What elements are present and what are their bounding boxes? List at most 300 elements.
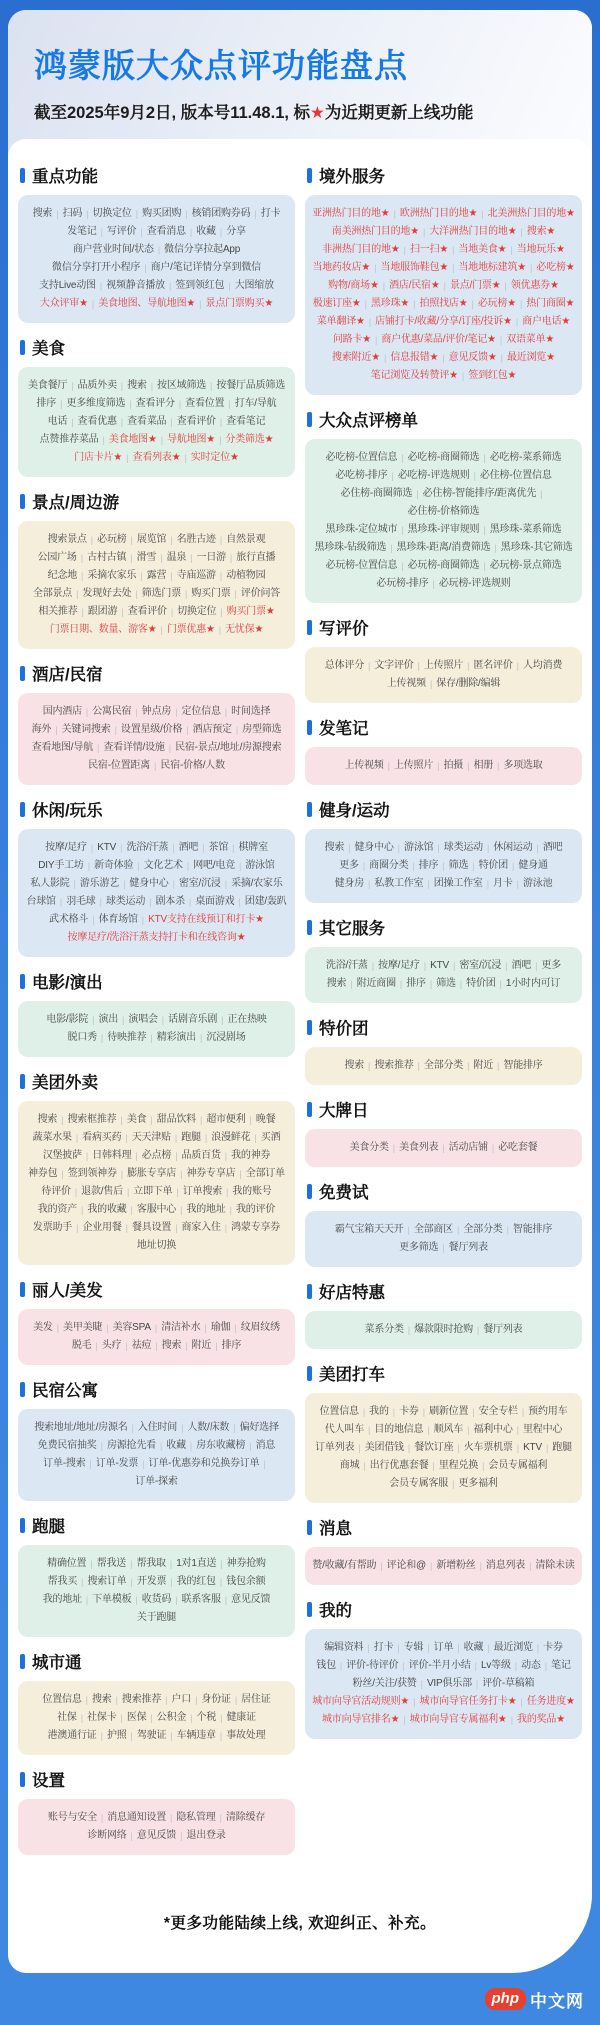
separator: | — [204, 1133, 208, 1143]
separator: | — [85, 1151, 89, 1161]
feature-tag: 清除缓存 — [225, 1812, 266, 1823]
feature-tag: 美团借钱 — [364, 1442, 404, 1453]
feature-tag: 我的评价 — [235, 1204, 276, 1215]
separator: | — [472, 861, 475, 871]
separator: | — [157, 245, 161, 255]
separator: | — [99, 281, 103, 291]
feature-tag: 旅行直播 — [236, 552, 276, 563]
separator: | — [85, 1595, 89, 1605]
section-title-label: 丽人/美发 — [32, 1282, 103, 1300]
feature-tag: 房东收藏榜 — [196, 1440, 246, 1451]
feature-tag: 景点门票购买★ — [205, 298, 274, 309]
separator: | — [233, 1423, 236, 1433]
separator: | — [429, 979, 433, 989]
feature-tag: 民宿-位置距离 — [88, 760, 151, 771]
title-bar-icon — [307, 168, 312, 183]
feature-tag: 拍摄 — [443, 760, 464, 771]
feature-tag: 查看评价 — [176, 416, 216, 427]
feature-tag: 按餐厅品质筛选 — [216, 380, 285, 391]
feature-tag: 电影/影院 — [46, 1014, 89, 1025]
section-title — [307, 407, 580, 431]
separator: | — [141, 915, 145, 925]
feature-tag: 球类运动 — [443, 842, 483, 853]
feature-box — [305, 1311, 582, 1349]
separator: | — [100, 1033, 104, 1043]
feature-tag: 钱包 — [316, 1660, 336, 1671]
feature-row — [24, 223, 289, 241]
separator: | — [61, 1169, 64, 1179]
feature-tag: 免费民宿抽奖 — [37, 1440, 97, 1451]
feature-row — [24, 1827, 289, 1845]
separator: | — [510, 245, 513, 255]
php-cn-logo — [485, 1987, 585, 2012]
separator: | — [529, 1561, 532, 1571]
feature-tag: 评论和@ — [386, 1560, 427, 1571]
feature-tag: 正在热映 — [227, 1014, 267, 1025]
feature-tag: 点赞推荐菜品 — [39, 434, 99, 445]
separator: | — [175, 1223, 178, 1233]
separator: | — [131, 1423, 134, 1433]
feature-tag: 购买门票 — [191, 588, 231, 599]
feature-box — [18, 195, 295, 323]
separator: | — [106, 1323, 109, 1333]
feature-tag: 帮我取 — [136, 1558, 166, 1569]
feature-box — [305, 1547, 582, 1585]
separator: | — [161, 1015, 165, 1025]
separator: | — [219, 1813, 222, 1823]
feature-tag: 1对1直送 — [176, 1558, 217, 1569]
separator: | — [155, 1341, 158, 1351]
feature-box — [18, 1545, 295, 1637]
feature-row — [24, 1337, 289, 1355]
feature-section — [18, 1069, 295, 1265]
separator: | — [516, 879, 519, 889]
feature-tag: 搜索 — [37, 1114, 58, 1125]
feature-section — [305, 1597, 582, 1739]
separator: | — [199, 1033, 203, 1043]
section-title-label: 重点功能 — [32, 168, 98, 186]
feature-tag: 亚洲热门目的地★ — [312, 208, 390, 219]
separator: | — [437, 761, 440, 771]
feature-tag: 黑珍珠-距离/消费筛选 — [396, 542, 491, 553]
feature-row — [311, 295, 576, 313]
feature-tag: 跑腿 — [181, 1132, 201, 1143]
separator: | — [497, 761, 500, 771]
feature-tag: 餐具设置 — [132, 1222, 172, 1233]
feature-row — [24, 1809, 289, 1827]
separator: | — [185, 589, 188, 599]
footer-note: *更多功能陆续上线, 欢迎纠正、补充。 — [163, 1915, 437, 1932]
feature-tag: 特价团 — [478, 860, 509, 871]
feature-tag: 搜索 — [344, 1060, 364, 1071]
feature-tag: 驾驶证 — [136, 1730, 167, 1741]
feature-tag: 精彩演出 — [156, 1032, 196, 1043]
feature-tag: 当地美食★ — [458, 244, 507, 255]
feature-tag: 球类运动 — [105, 896, 146, 907]
feature-tag: 必玩榜-位置信息 — [325, 560, 398, 571]
section-title-label: 大牌日 — [319, 1102, 369, 1120]
feature-tag: VIP俱乐部 — [426, 1678, 472, 1689]
separator: | — [368, 317, 372, 327]
feature-tag: 团建/轰趴 — [244, 896, 287, 907]
feature-tag: 网吧/电竞 — [193, 860, 235, 871]
feature-tag: 酒店/民宿★ — [389, 280, 440, 291]
feature-tag: 体育场馆 — [98, 914, 138, 925]
separator: | — [467, 1061, 470, 1071]
separator: | — [505, 961, 508, 971]
feature-tag: 上传照片 — [393, 760, 434, 771]
feature-row — [24, 1237, 289, 1255]
feature-tag: 动态 — [521, 1660, 541, 1671]
feature-row — [24, 1609, 289, 1627]
feature-tag: 签到红包★ — [468, 370, 517, 381]
feature-row — [24, 431, 289, 449]
subtitle-suffix: 为近期更新上线功能 — [324, 104, 474, 122]
feature-tag: 商户优惠/菜品/评价/笔记★ — [381, 334, 496, 345]
feature-tag: 美食餐厅 — [28, 380, 68, 391]
separator: | — [220, 607, 223, 617]
feature-row — [311, 313, 576, 331]
separator: | — [437, 843, 440, 853]
section-title — [20, 969, 293, 993]
feature-tag: 景点/门票★ — [449, 280, 501, 291]
separator: | — [234, 589, 237, 599]
feature-row — [311, 975, 576, 993]
title-bar-icon — [20, 494, 25, 509]
feature-tag: 代人叫车 — [324, 1424, 364, 1435]
separator: | — [471, 299, 474, 309]
feature-row — [24, 1555, 289, 1573]
feature-tag: 黑珍珠-菜系筛选 — [489, 524, 562, 535]
separator: | — [427, 1643, 430, 1653]
feature-tag: 定位信息 — [181, 706, 221, 717]
separator: | — [176, 1187, 179, 1197]
feature-tag: 甜品饮料 — [156, 1114, 196, 1125]
feature-tag: 餐厅列表 — [483, 1324, 523, 1335]
feature-tag: 美食列表 — [399, 1142, 439, 1153]
separator: | — [472, 1407, 475, 1417]
separator: | — [474, 1661, 478, 1671]
separator: | — [168, 743, 172, 753]
feature-tag: 名胜古迹 — [176, 534, 216, 545]
separator: | — [407, 1325, 411, 1335]
separator: | — [239, 1169, 242, 1179]
feature-tag: 全部商区 — [413, 1224, 454, 1235]
feature-row — [311, 331, 576, 349]
section-title-label: 健身/运动 — [319, 802, 390, 820]
feature-tag: 切换定位 — [177, 606, 217, 617]
separator: | — [219, 571, 223, 581]
feature-row — [311, 557, 576, 575]
feature-tag: 城市向导官任务打卡★ — [419, 1696, 517, 1707]
section-title — [20, 163, 293, 187]
feature-tag: 城市向导官专属福利★ — [409, 1714, 507, 1725]
separator: | — [185, 209, 188, 219]
feature-row — [24, 259, 289, 277]
section-title-label: 民宿公寓 — [32, 1382, 98, 1400]
feature-tag: 微信分享拉起App — [164, 244, 241, 255]
title-bar-icon — [307, 920, 312, 935]
feature-tag: 脱毛 — [71, 1340, 92, 1351]
separator: | — [392, 1143, 396, 1153]
feature-tag: 智能排序 — [503, 1060, 543, 1071]
feature-section — [305, 797, 582, 903]
feature-tag: 必玩榜 — [97, 534, 127, 545]
feature-row — [311, 1475, 576, 1493]
feature-tag: 身份证 — [201, 1694, 231, 1705]
title-bar-icon — [20, 802, 25, 817]
feature-tag: 相册 — [473, 760, 494, 771]
separator: | — [368, 879, 371, 889]
separator: | — [545, 1443, 549, 1453]
feature-tag: 文化艺术 — [143, 860, 183, 871]
feature-tag: 必吃套餐 — [498, 1142, 538, 1153]
separator: | — [199, 299, 202, 309]
feature-tag: 账号与安全 — [47, 1812, 97, 1823]
feature-tag: 电话 — [47, 416, 68, 427]
feature-tag: 排序 — [36, 398, 57, 409]
feature-row — [24, 1111, 289, 1129]
separator: | — [219, 435, 222, 445]
feature-tag: 火车票机票 — [463, 1442, 513, 1453]
separator: | — [218, 625, 222, 635]
feature-row — [24, 567, 289, 585]
feature-tag: 北美洲热门目的地★ — [487, 208, 575, 219]
feature-row — [24, 1727, 289, 1745]
page-subtitle — [34, 99, 566, 123]
section-title-label: 电影/演出 — [32, 974, 103, 992]
feature-tag: 客服中心 — [136, 1204, 177, 1215]
separator: | — [442, 353, 445, 363]
separator: | — [175, 1595, 178, 1605]
feature-tag: 瑜伽 — [210, 1322, 231, 1333]
feature-tag: 南美洲热门目的地★ — [331, 226, 419, 237]
feature-tag: 赞/收藏/有帮助 — [312, 1560, 377, 1571]
feature-tag: 卡券 — [399, 1406, 419, 1417]
section-title — [20, 797, 293, 821]
separator: | — [202, 843, 205, 853]
feature-section — [18, 1277, 295, 1365]
separator: | — [71, 381, 74, 391]
feature-tag: 当地地标建筑★ — [458, 262, 527, 273]
separator: | — [443, 281, 446, 291]
separator: | — [499, 979, 502, 989]
php-logo-badge-icon: php — [485, 1988, 527, 2010]
feature-tag: 洗浴/汗蒸 — [126, 842, 169, 853]
feature-tag: 祛痘 — [131, 1340, 152, 1351]
separator: | — [475, 1679, 479, 1689]
feature-row — [311, 367, 576, 385]
separator: | — [55, 725, 58, 735]
feature-row — [311, 539, 576, 557]
separator: | — [420, 1679, 423, 1689]
separator: | — [499, 335, 503, 345]
feature-tag: 诊断网络 — [87, 1830, 127, 1841]
separator: | — [140, 571, 143, 581]
separator: | — [457, 1643, 460, 1653]
feature-tag: 位置信息 — [319, 1406, 359, 1417]
feature-tag: 海外 — [31, 724, 52, 735]
separator: | — [180, 1831, 183, 1841]
separator: | — [185, 1341, 188, 1351]
feature-tag: 搜索附近★ — [332, 352, 381, 363]
title-bar-icon — [307, 1184, 312, 1199]
feature-tag: 护照 — [106, 1730, 127, 1741]
feature-section — [305, 407, 582, 603]
separator: | — [224, 1595, 228, 1605]
feature-tag: 酒吧 — [542, 842, 563, 853]
feature-tag: 当地玩乐★ — [516, 244, 565, 255]
separator: | — [224, 1151, 228, 1161]
separator: | — [530, 263, 533, 273]
feature-tag: 双语菜单★ — [506, 334, 555, 345]
separator: | — [56, 1323, 60, 1333]
feature-tag: 游泳馆 — [404, 842, 434, 853]
feature-tag: 信息报错★ — [390, 352, 439, 363]
feature-tag: 必吃榜★ — [536, 262, 575, 273]
feature-tag: 退出登录 — [186, 1830, 226, 1841]
feature-tag: 必住榜-位置信息 — [479, 470, 552, 481]
separator: | — [249, 1441, 252, 1451]
separator: | — [238, 861, 242, 871]
feature-tag: 发现好去处 — [82, 588, 132, 599]
separator: | — [100, 1441, 103, 1451]
feature-tag: 看病买药 — [82, 1132, 122, 1143]
separator: | — [175, 1151, 178, 1161]
separator: | — [86, 209, 89, 219]
section-title-label: 免费试 — [319, 1184, 369, 1202]
separator: | — [224, 707, 228, 717]
main-card — [8, 10, 592, 1973]
feature-tag: 里程中心 — [522, 1424, 563, 1435]
feature-row — [24, 739, 289, 757]
separator: | — [521, 1407, 525, 1417]
feature-tag: 笔记浏览及转赞评★ — [370, 370, 458, 381]
feature-tag: 洗浴/汗蒸 — [325, 960, 368, 971]
separator: | — [510, 1715, 514, 1725]
separator: | — [219, 417, 223, 427]
feature-tag: 店铺打卡/收藏/分享/订座/投诉★ — [375, 316, 512, 327]
feature-tag: 我的地址 — [42, 1594, 82, 1605]
feature-tag: 发笔记 — [67, 226, 97, 237]
separator: | — [382, 281, 386, 291]
feature-tag: 大洋洲热门目的地★ — [429, 226, 517, 237]
feature-tag: 帮我买 — [47, 1576, 77, 1587]
separator: | — [516, 1425, 519, 1435]
separator: | — [432, 579, 435, 589]
separator: | — [491, 1143, 495, 1153]
separator: | — [61, 1115, 64, 1125]
separator: | — [221, 1015, 224, 1025]
feature-tag: 我的收藏 — [87, 1204, 127, 1215]
separator: | — [87, 861, 91, 871]
feature-tag: 搜索★ — [526, 226, 556, 237]
separator: | — [483, 453, 486, 463]
feature-tag: 酒吧 — [178, 842, 199, 853]
separator: | — [401, 561, 404, 571]
separator: | — [135, 707, 138, 717]
feature-tag: 餐厅列表 — [448, 1242, 488, 1253]
subtitle-prefix: 截至2025年9月2日, 版本号11.48.1, 标 — [34, 104, 311, 122]
separator: | — [126, 1187, 130, 1197]
feature-tag: 写评价 — [106, 226, 137, 237]
separator: | — [95, 1341, 98, 1351]
section-title — [20, 1513, 293, 1537]
feature-row — [311, 1675, 576, 1693]
section-title-label: 美团外卖 — [32, 1074, 98, 1092]
separator: | — [427, 879, 430, 889]
feature-section — [18, 489, 295, 649]
separator: | — [210, 381, 213, 391]
feature-tag: 搜索订单 — [87, 1576, 127, 1587]
feature-tag: 商户营业时间/状态 — [72, 244, 154, 255]
feature-tag: 门票日期、数量、游客★ — [49, 624, 157, 635]
separator: | — [170, 417, 173, 427]
separator: | — [123, 879, 126, 889]
separator: | — [130, 1831, 133, 1841]
separator: | — [397, 1643, 400, 1653]
feature-tag: 排序 — [418, 860, 439, 871]
separator: | — [150, 1033, 153, 1043]
separator: | — [516, 661, 519, 671]
separator: | — [188, 897, 192, 907]
title-bar-icon — [20, 1074, 25, 1089]
section-title — [20, 1277, 293, 1301]
title-bar-icon — [20, 666, 25, 681]
separator: | — [391, 471, 394, 481]
feature-tag: 车辆违章 — [176, 1730, 216, 1741]
feature-row — [311, 875, 576, 893]
feature-row — [24, 1183, 289, 1201]
feature-tag: 打卡 — [260, 208, 281, 219]
feature-tag: 查看菜品 — [127, 416, 167, 427]
separator: | — [235, 725, 239, 735]
feature-tag: 游乐游艺 — [79, 878, 120, 889]
feature-tag: 新奇体验 — [94, 860, 134, 871]
feature-tag: 搜索 — [127, 380, 147, 391]
feature-tag: 专辑 — [403, 1642, 424, 1653]
separator: | — [393, 209, 396, 219]
section-title-label: 写评价 — [319, 620, 369, 638]
feature-tag: 健身中心 — [354, 842, 394, 853]
separator: | — [170, 535, 173, 545]
feature-section — [305, 1179, 582, 1267]
separator: | — [483, 561, 486, 571]
separator: | — [412, 861, 415, 871]
separator: | — [160, 435, 164, 445]
feature-tag: 商城 — [339, 1460, 360, 1471]
feature-tag: 动植物园 — [226, 570, 266, 581]
feature-section — [305, 915, 582, 1003]
feature-tag: 搜索推荐 — [121, 1694, 162, 1705]
feature-tag: 城市向导官排名★ — [322, 1714, 400, 1725]
feature-tag: KTV — [97, 842, 117, 853]
feature-row — [311, 349, 576, 367]
feature-tag: 扫码 — [62, 208, 83, 219]
feature-tag: 钱包余额 — [226, 1576, 266, 1587]
section-title — [307, 1361, 580, 1385]
feature-row — [311, 223, 576, 241]
separator: | — [195, 1695, 198, 1705]
feature-section — [305, 1515, 582, 1585]
feature-row — [311, 757, 576, 775]
separator: | — [135, 209, 139, 219]
feature-tag: DIY手工坊 — [38, 860, 84, 871]
feature-row — [24, 1147, 289, 1165]
separator: | — [473, 471, 476, 481]
feature-row — [311, 1421, 576, 1439]
separator: | — [232, 843, 235, 853]
